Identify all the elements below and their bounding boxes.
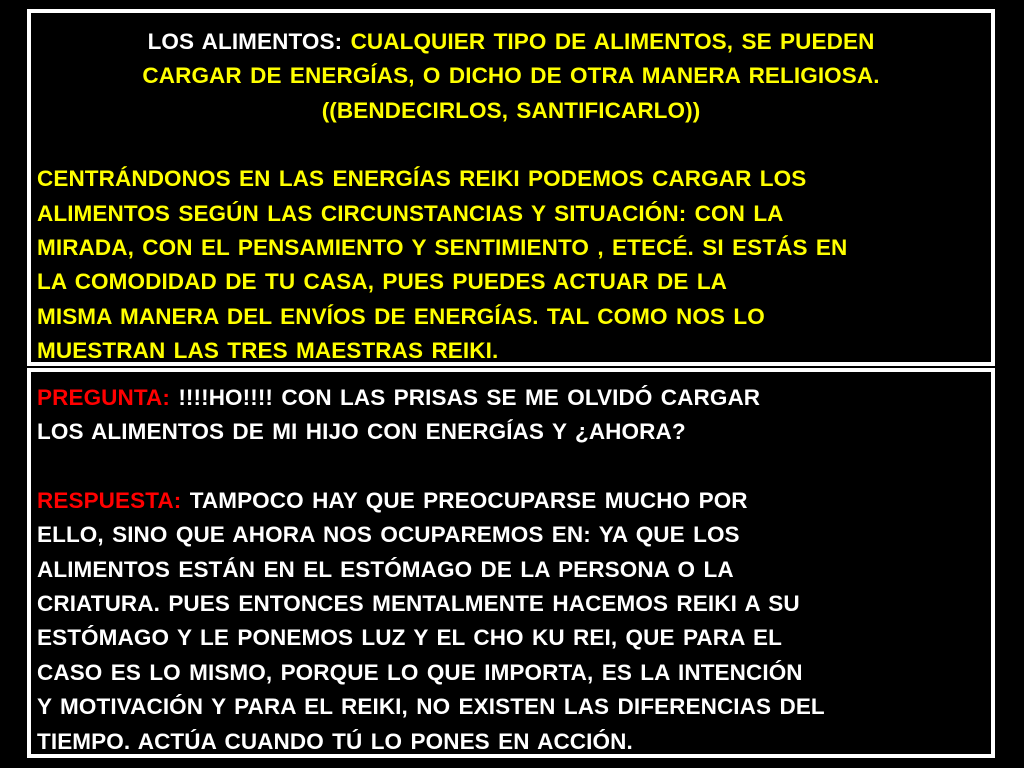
alimentos-info-box bbox=[27, 9, 995, 366]
body-text-line: MIRADA, CON EL PENSAMIENTO Y SENTIMIENTO , ETECÉ. SI ESTÁS EN bbox=[37, 235, 848, 261]
answer-paragraph bbox=[37, 484, 985, 759]
body-text-line: MUESTRAN LAS TRES MAESTRAS REIKI. bbox=[37, 338, 499, 364]
question-paragraph bbox=[37, 381, 985, 450]
intro-text-line: CARGAR DE ENERGÍAS, O DICHO DE OTRA MANERA RELIGIOSA. bbox=[142, 63, 880, 89]
question-text-line: !!!!HO!!!! CON LAS PRISAS SE ME OLVIDÓ CARGAR bbox=[169, 385, 761, 410]
answer-text-line: CRIATURA. PUES ENTONCES MENTALMENTE HACEMOS REIKI A SU bbox=[37, 591, 800, 617]
answer-label: RESPUESTA: bbox=[37, 487, 182, 513]
body-text-line: CENTRÁNDONOS EN LAS ENERGÍAS REIKI PODEMOS CARGAR LOS bbox=[37, 166, 807, 192]
body-text-line: MISMA MANERA DEL ENVÍOS DE ENERGÍAS. TAL COMO NOS LO bbox=[37, 303, 765, 329]
body-text-line: LA COMODIDAD DE TU CASA, PUES PUEDES ACTUAR DE LA bbox=[37, 269, 728, 295]
intro-label: LOS ALIMENTOS: bbox=[147, 29, 343, 54]
answer-text-line: TIEMPO. ACTÚA CUANDO TÚ LO PONES EN ACCIÓN. bbox=[37, 728, 633, 754]
answer-text-line: TAMPOCO HAY QUE PREOCUPARSE MUCHO POR bbox=[181, 487, 748, 513]
question-text-line: LOS ALIMENTOS DE MI HIJO CON ENERGÍAS Y ¿AHORA? bbox=[37, 419, 686, 445]
question-label: PREGUNTA: bbox=[37, 385, 170, 410]
intro-paragraph bbox=[37, 25, 985, 128]
reiki-body-paragraph bbox=[37, 162, 985, 368]
intro-text-line: ((BENDECIRLOS, SANTIFICARLO)) bbox=[321, 97, 701, 123]
intro-text-line: CUALQUIER TIPO DE ALIMENTOS, SE PUEDEN bbox=[342, 29, 875, 54]
answer-text-line: ESTÓMAGO Y LE PONEMOS LUZ Y EL CHO KU REI, QUE PARA EL bbox=[37, 625, 782, 651]
answer-text-line: Y MOTIVACIÓN Y PARA EL REIKI, NO EXISTEN LAS DIFERENCIAS DEL bbox=[37, 694, 825, 720]
body-text-line: ALIMENTOS SEGÚN LAS CIRCUNSTANCIAS Y SITUACIÓN: CON LA bbox=[37, 200, 784, 226]
question-answer-box bbox=[27, 368, 995, 758]
paragraph-gap bbox=[37, 450, 985, 484]
paragraph-gap bbox=[37, 128, 985, 162]
answer-text-line: ALIMENTOS ESTÁN EN EL ESTÓMAGO DE LA PERSONA O LA bbox=[37, 556, 734, 582]
answer-text-line: CASO ES LO MISMO, PORQUE LO QUE IMPORTA, ES LA INTENCIÓN bbox=[37, 659, 803, 685]
answer-text-line: ELLO, SINO QUE AHORA NOS OCUPAREMOS EN: YA QUE LOS bbox=[37, 522, 740, 548]
